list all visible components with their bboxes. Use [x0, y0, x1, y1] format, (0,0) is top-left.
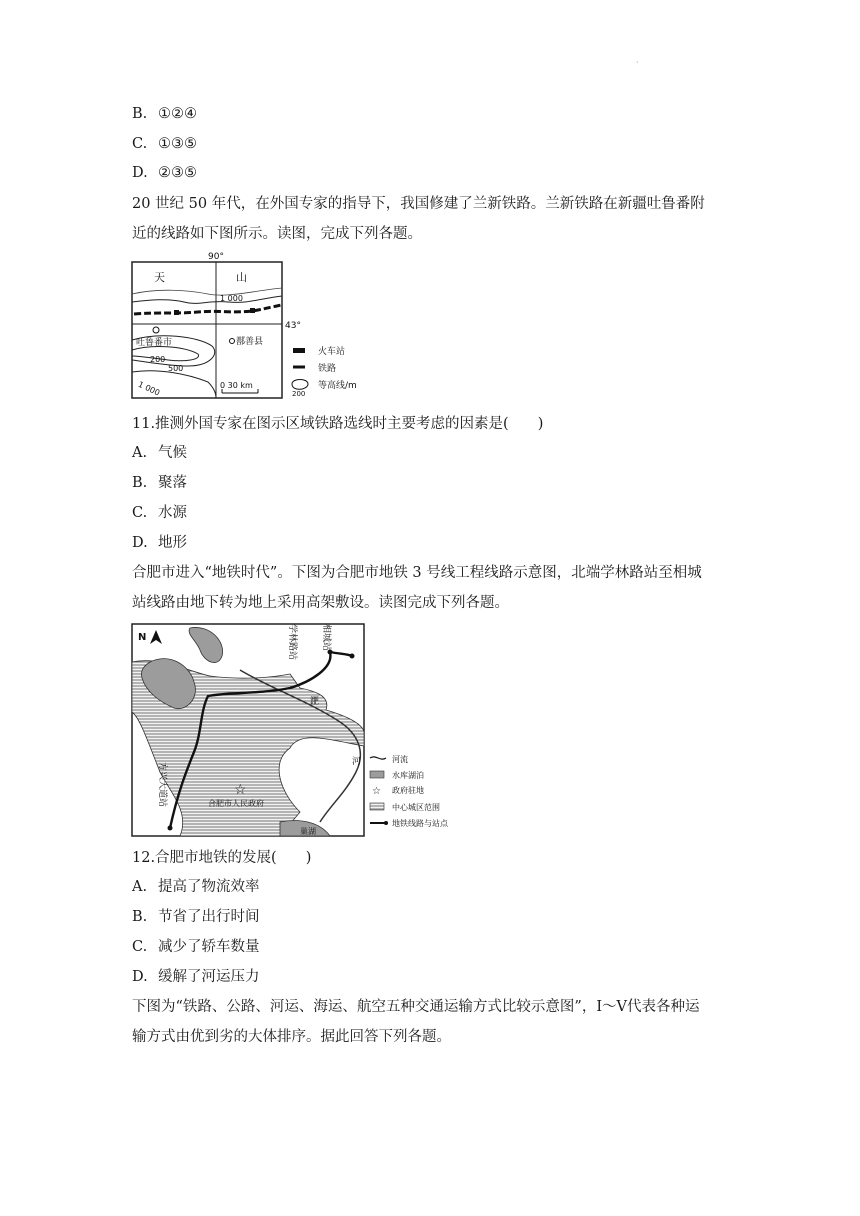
- q12-option-c: C. 减少了轿车数量: [132, 939, 260, 955]
- passage1-line2: 近的线路如下图所示。读图，完成下列各题。: [132, 226, 422, 242]
- legend-hatch-icon: [370, 803, 384, 810]
- q11-option-c: C. 水源: [132, 505, 187, 521]
- prev-option-d: D. ②③⑤: [132, 165, 197, 181]
- legend-railway-label: 铁路: [318, 364, 337, 374]
- map2-north-label: N: [138, 632, 147, 643]
- legend-station-label: 火车站: [318, 347, 346, 357]
- map1-station-icon: [174, 310, 179, 315]
- legend-reservoir-icon: [370, 771, 384, 778]
- legend-hatch-label: 中心城区范围: [392, 803, 440, 812]
- hefei-metro-map: [130, 622, 466, 840]
- map2-fangxing-label: 方兴大道站: [157, 762, 167, 808]
- map1-shan-label: 山: [236, 271, 247, 284]
- legend-reservoir-label: 水库湖泊: [392, 771, 424, 780]
- map1-shanshan-label: 鄯善县: [236, 337, 264, 347]
- map1-city-icon: [153, 327, 159, 333]
- q11-stem: 11.推测外国专家在图示区域铁路选线时主要考虑的因素是( ): [132, 416, 544, 432]
- passage2-line1: 合肥市进入“地铁时代”。下图为合肥市地铁 3 号线工程线路示意图，北端学林路站至相城: [132, 565, 702, 581]
- q12-option-b: B. 节省了出行时间: [132, 909, 260, 925]
- legend-metro-label: 地铁线路与站点: [392, 819, 448, 828]
- passage1-line1: 20 世纪 50 年代，在外国专家的指导下，我国修建了兰新铁路。兰新铁路在新疆吐鲁番附: [132, 196, 705, 212]
- map1-tian-label: 天: [154, 271, 165, 284]
- q12-option-a: A. 提高了物流效率: [132, 879, 260, 895]
- q11-option-b: B. 聚落: [132, 475, 187, 491]
- map1-scale-label: 0 30 km: [220, 381, 253, 390]
- map2-river-label-b: 河: [352, 757, 362, 767]
- map1-railway-line: [134, 305, 282, 314]
- map1-longitude-label: 90°: [208, 252, 224, 262]
- map1-contour-1000-bottom: 1 000: [136, 379, 162, 398]
- legend-river-label: 河流: [392, 755, 408, 764]
- q12-option-d: D. 缓解了河运压力: [132, 969, 260, 985]
- passage3-line1: 下图为“铁路、公路、河运、海运、航空五种交通运输方式比较示意图”，Ⅰ～Ⅴ代表各种运: [132, 999, 700, 1015]
- legend-station-icon: [293, 348, 305, 353]
- prev-option-c: C. ①③⑤: [132, 136, 197, 152]
- map2-river-label-a: 淝: [310, 697, 320, 707]
- map2-chaohu-label: 巢湖: [300, 827, 316, 836]
- map1-station-icon: [250, 308, 255, 313]
- map2-star-icon: ☆: [234, 782, 247, 798]
- map1-latitude-label: 43°: [285, 321, 301, 331]
- q12-stem: 12.合肥市地铁的发展( ): [132, 850, 312, 866]
- prev-option-b: B. ①②④: [132, 106, 197, 122]
- map1-turpan-label: 吐鲁番市: [136, 338, 173, 348]
- legend-contour-label: 等高线/m: [318, 381, 357, 391]
- legend-contour-icon: [292, 380, 308, 390]
- header-dot: ·: [636, 58, 639, 67]
- map2-gov-label: 合肥市人民政府: [208, 799, 264, 808]
- map1-contour-200: 200: [150, 355, 166, 364]
- legend-star-icon: ☆: [372, 786, 381, 797]
- map2-xiangcheng-label: 相城站: [321, 624, 331, 652]
- map1-contour-500: 500: [168, 364, 184, 373]
- map1-county-icon: [230, 339, 235, 344]
- passage3-line2: 输方式由优到劣的大体排序。据此回答下列各题。: [132, 1029, 451, 1045]
- q11-option-a: A. 气候: [132, 445, 187, 461]
- legend-star-label: 政府驻地: [392, 786, 424, 795]
- legend-contour-value: 200: [292, 390, 306, 398]
- passage2-line2: 站线路由地下转为地上采用高架敷设。读图完成下列各题。: [132, 595, 509, 611]
- legend-river-icon: [370, 757, 386, 759]
- map2-xuelin-label: 学林路站: [287, 624, 297, 661]
- map1-contour-1000-top: 1 000: [220, 294, 243, 303]
- q11-option-d: D. 地形: [132, 535, 187, 551]
- lanxin-railway-map: [128, 250, 388, 400]
